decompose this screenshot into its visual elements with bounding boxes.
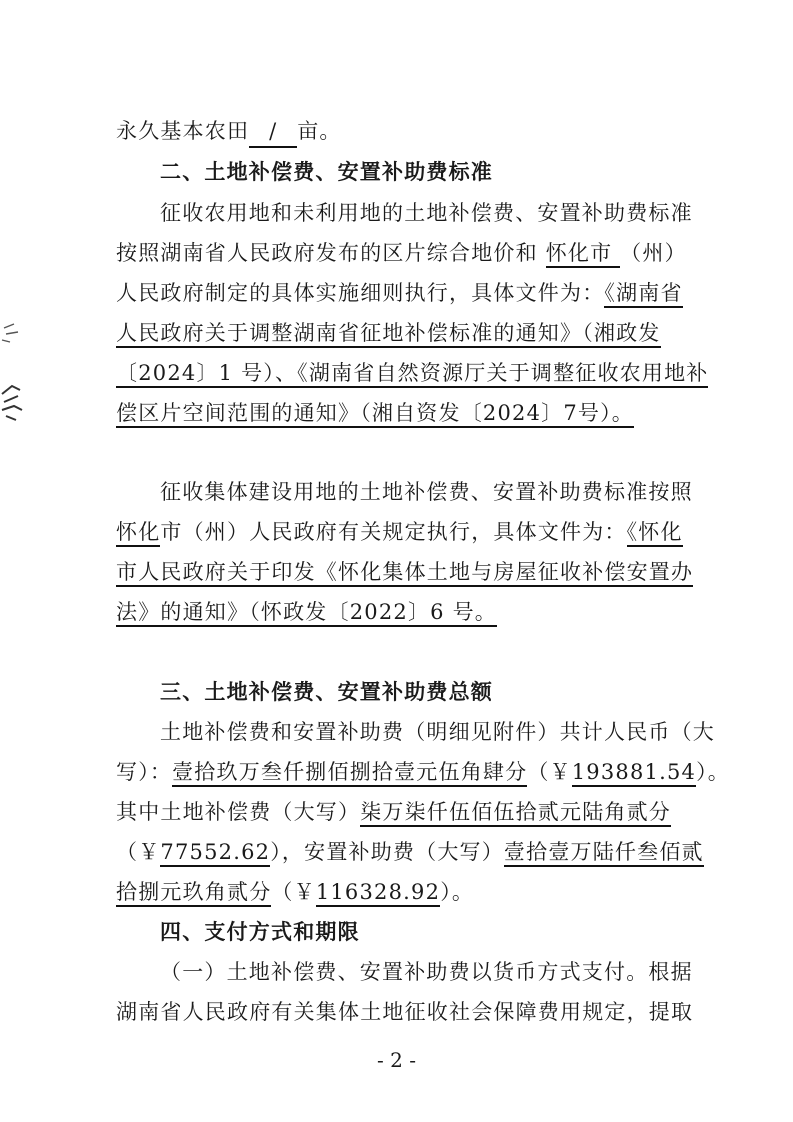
underlined-text: 法》的通知》（怀政发〔2022〕6 号。 bbox=[116, 600, 497, 627]
section-heading-4: 四、支付方式和期限 bbox=[160, 920, 360, 944]
text-line bbox=[116, 318, 793, 348]
amount-in-words: 壹拾壹万陆仟叁佰贰 bbox=[504, 840, 704, 867]
text-line: 写）：壹拾玖万叁仟捌佰捌拾壹元伍角肆分（￥193881.54）。 bbox=[116, 757, 793, 787]
text-line bbox=[116, 398, 793, 428]
text-line: 拾捌元玖角贰分（￥116328.92）。 bbox=[116, 877, 793, 907]
underlined-text: 怀化 bbox=[116, 520, 160, 547]
underlined-text: 《湖南省 bbox=[604, 281, 682, 308]
text-line: （一）土地补偿费、安置补助费以货币方式支付。根据 bbox=[160, 960, 693, 984]
amount-in-words: 壹拾玖万叁仟捌佰捌拾壹元伍角肆分 bbox=[172, 760, 527, 787]
underlined-text: 〔2024〕1 号）、《湖南省自然资源厅关于调整征收农用地补 bbox=[116, 361, 708, 388]
text-line: 人民政府制定的具体实施细则执行，具体文件为：《湖南省 bbox=[116, 278, 793, 308]
text-line: （￥77552.62），安置补助费（大写）壹拾壹万陆仟叁佰贰 bbox=[116, 837, 793, 867]
text-line: 湖南省人民政府有关集体土地征收社会保障费用规定，提取 bbox=[116, 1000, 694, 1024]
text-line: 征收集体建设用地的土地补偿费、安置补助费标准按照 bbox=[160, 480, 693, 504]
text-line: 土地补偿费和安置补助费（明细见附件）共计人民币（大 bbox=[160, 720, 715, 744]
blank-field: / bbox=[249, 116, 297, 148]
amount-number: 116328.92 bbox=[316, 880, 440, 907]
underlined-text: 人民政府关于调整湖南省征地补偿标准的通知》（湘政发 bbox=[116, 321, 661, 348]
amount-in-words: 柒万柒仟伍佰伍拾贰元陆角贰分 bbox=[360, 800, 671, 827]
amount-in-words: 拾捌元玖角贰分 bbox=[116, 880, 271, 907]
text-line bbox=[116, 557, 793, 587]
text: 永久基本农田 bbox=[116, 119, 250, 143]
section-heading-2: 二、土地补偿费、安置补助费标准 bbox=[160, 160, 493, 184]
underlined-text: 偿区片空间范围的通知》（湘自资发〔2024〕7号）。 bbox=[116, 401, 634, 428]
page-number: - 2 - bbox=[377, 1048, 416, 1072]
text-line bbox=[116, 358, 793, 388]
seal-fragment-mark bbox=[0, 376, 40, 426]
text-line bbox=[116, 116, 793, 148]
text-line: 征收农用地和未利用地的土地补偿费、安置补助费标准 bbox=[160, 201, 693, 225]
amount-number: 77552.62 bbox=[160, 840, 270, 867]
amount-number: 193881.54 bbox=[572, 760, 696, 787]
text-line: 按照湖南省人民政府发布的区片综合地价和 怀化市 （州） bbox=[116, 238, 793, 268]
underlined-text: 《怀化 bbox=[627, 520, 683, 547]
seal-fragment-mark bbox=[0, 318, 40, 358]
text-line: 其中土地补偿费（大写）柒万柒仟伍佰伍拾贰元陆角贰分 bbox=[116, 797, 793, 827]
text: 亩。 bbox=[297, 119, 342, 143]
text-line bbox=[116, 597, 793, 627]
section-heading-3: 三、土地补偿费、安置补助费总额 bbox=[160, 680, 493, 704]
underlined-text: 市人民政府关于印发《怀化集体土地与房屋征收补偿安置办 bbox=[116, 560, 693, 587]
text-line: 怀化市（州）人民政府有关规定执行，具体文件为：《怀化 bbox=[116, 517, 793, 547]
underlined-text: 怀化市 bbox=[546, 241, 620, 268]
